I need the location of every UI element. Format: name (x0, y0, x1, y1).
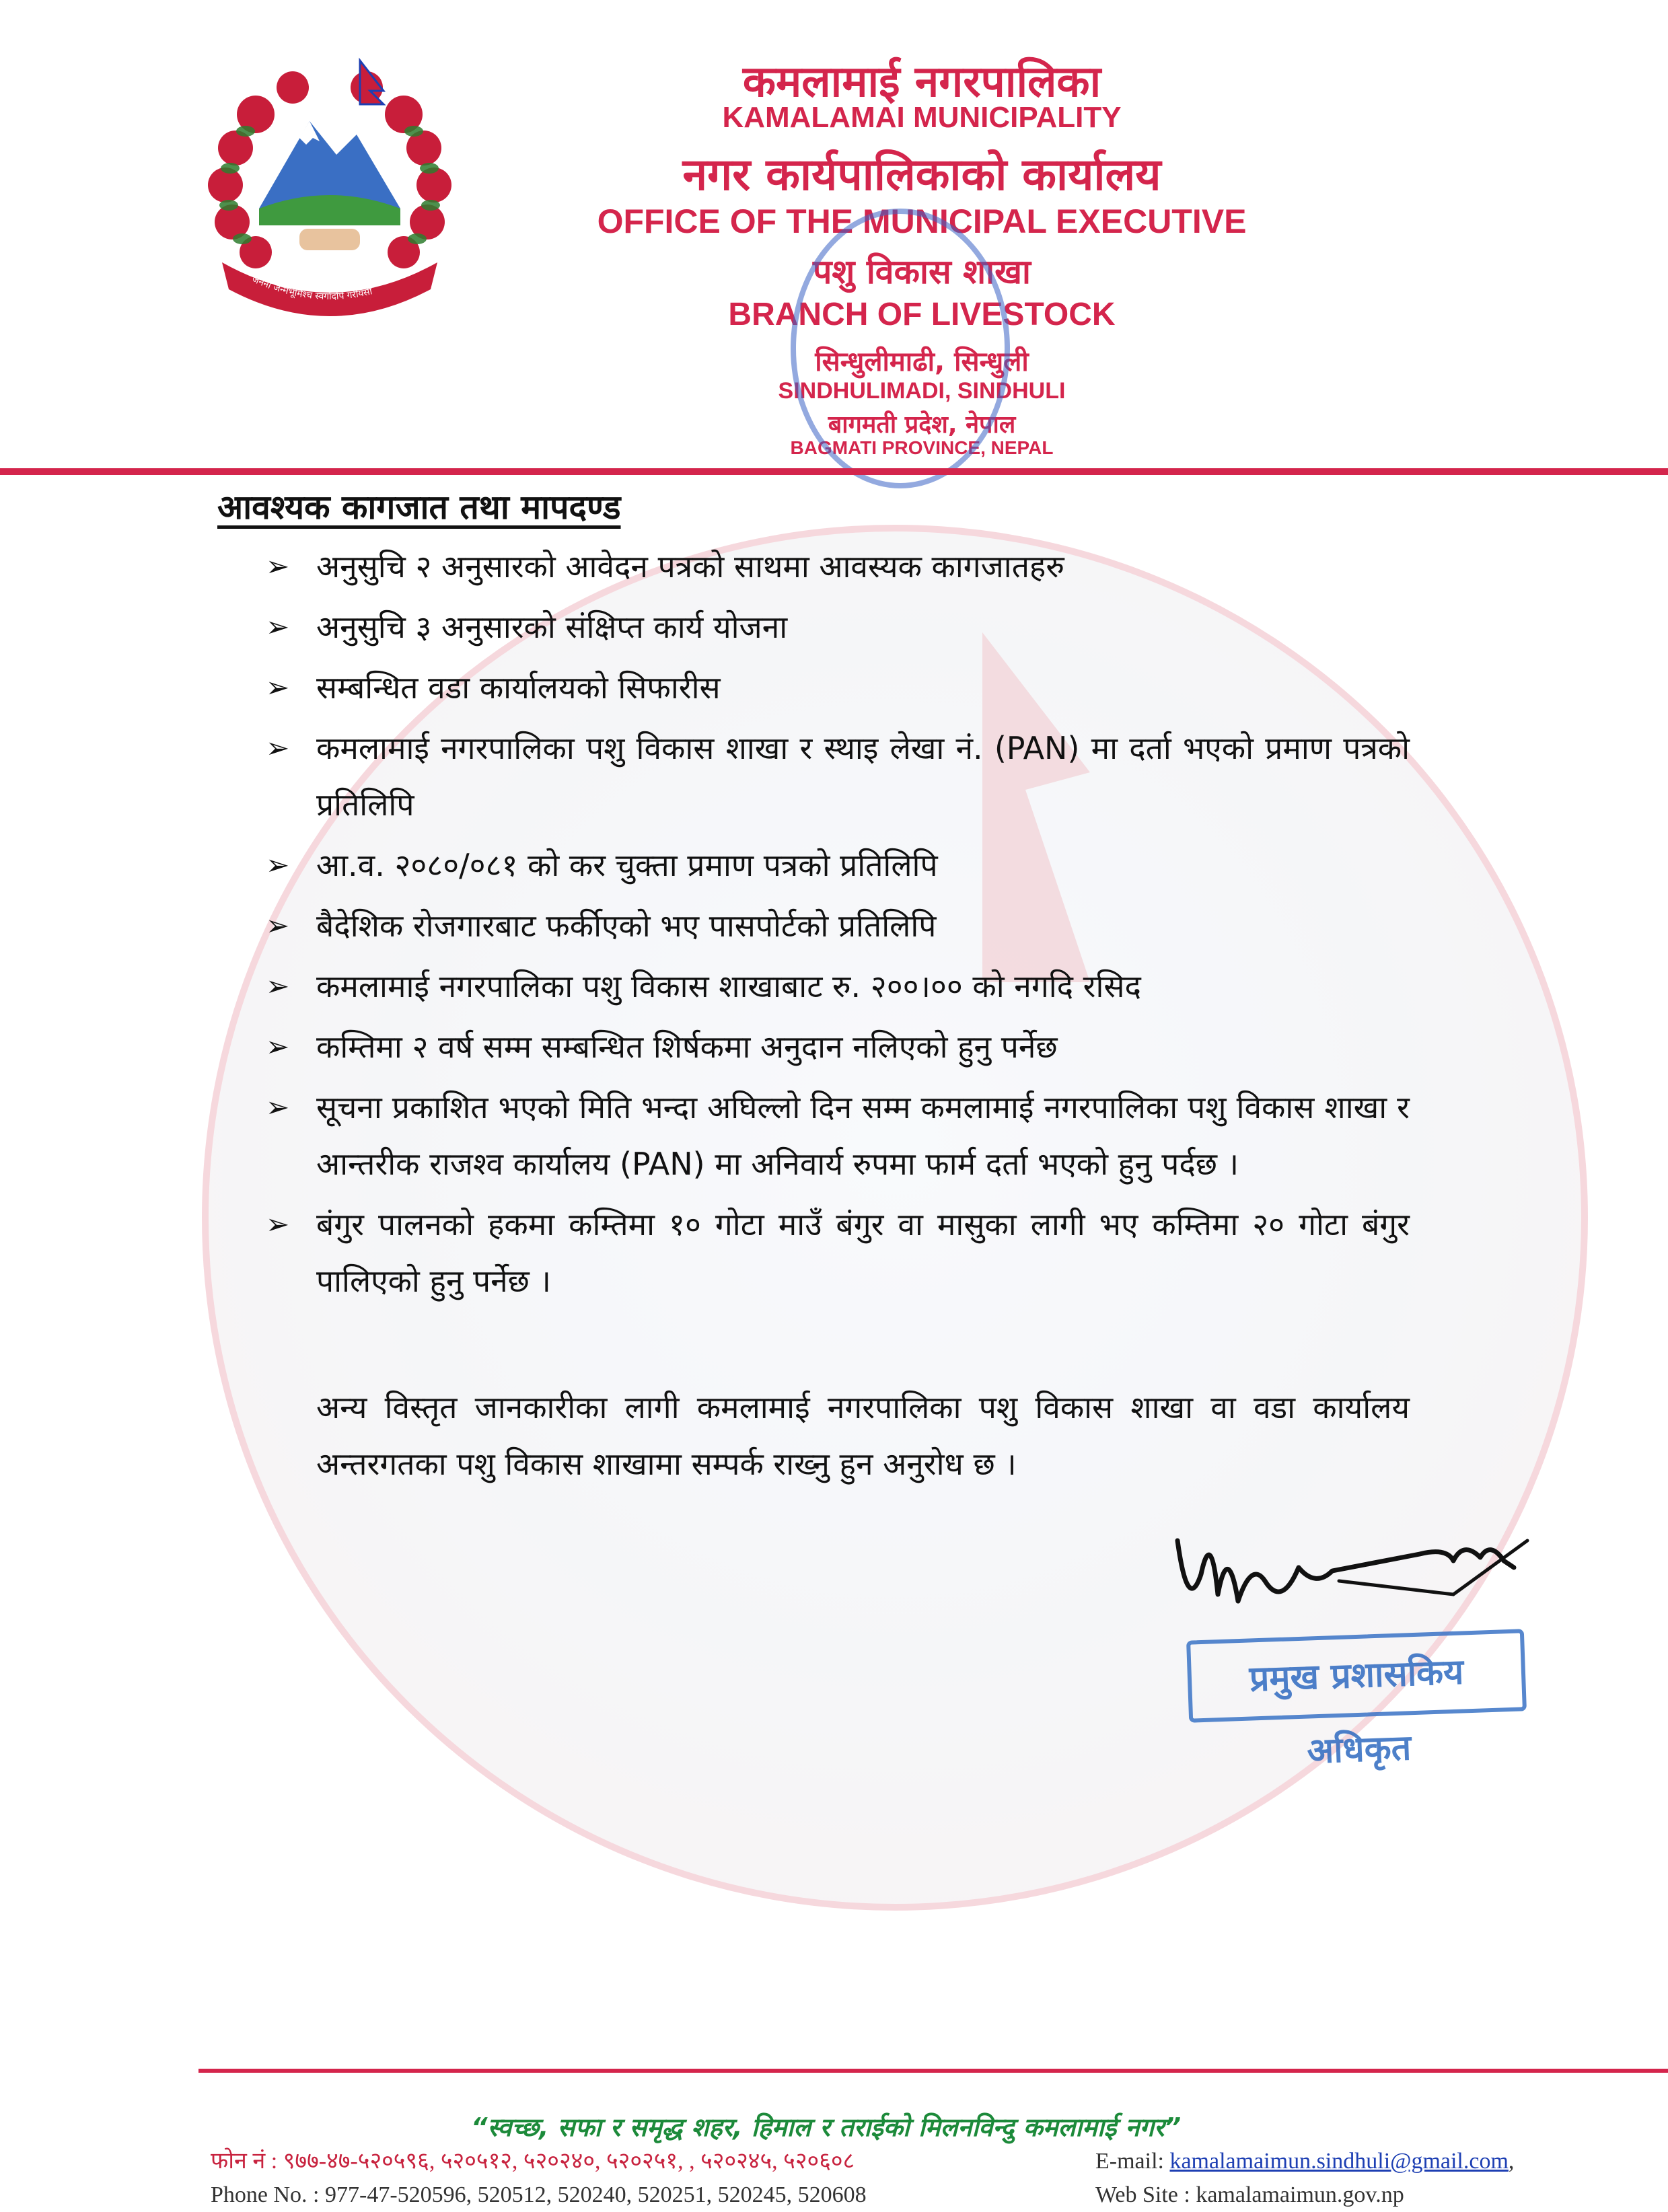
list-item-text: कमलामाई नगरपालिका पशु विकास शाखा र स्थाइ लेखा नं. (PAN) मा दर्ता भएको प्रमाण पत्रको प्रतिलिपि (316, 730, 1410, 823)
requirements-list (266, 538, 1410, 1313)
list-item (266, 538, 1410, 595)
list-item-text: सम्बन्धित वडा कार्यालयको सिफारीस (316, 669, 721, 706)
list-item (266, 1196, 1410, 1309)
arrowhead-bullet-icon: ➢ (266, 671, 290, 704)
phone-en (211, 2178, 867, 2212)
arrowhead-bullet-icon: ➢ (266, 1091, 290, 1123)
email-row: E-mail: kamalamaimun.sindhuli@gmail.com, (1095, 2149, 1515, 2174)
list-item (266, 720, 1410, 833)
province-np: बागमती प्रदेश, नेपाल (828, 411, 1016, 439)
list-item (266, 958, 1410, 1015)
list-item-text: कम्तिमा २ वर्ष सम्म सम्बन्धित शिर्षकमा अनुदान नलिएको हुनु पर्नेछ (316, 1029, 1058, 1065)
website-row (1095, 2178, 1514, 2212)
list-item-text: सूचना प्रकाशित भएको मिति भन्दा अघिल्लो दिन सम्म कमलामाई नगरपालिका पशु विकास शाखा र आन्तरीक राजश्व कार्यालय (PAN) मा अनिवार्य रुपमा फार्म दर्ता भएको हुनु पर्दछ । (316, 1089, 1410, 1182)
municipality-name-en: KAMALAMAI MUNICIPALITY (722, 101, 1122, 134)
list-item-text: अनुसुचि २ अनुसारको आवेदन पत्रको साथमा आवस्यक कागजातहरु (316, 548, 1064, 585)
footer-divider (198, 2069, 1668, 2073)
office-name-np: नगर कार्यपालिकाको कार्यालय (682, 149, 1161, 200)
svg-text:जननी जन्मभूमिश्च स्वर्गादपि गर: जननी जन्मभूमिश्च स्वर्गादपि गरीयसी (250, 273, 373, 303)
list-item (266, 897, 1410, 954)
footer-slogan: “स्वच्छ, सफा र समृद्ध शहर, हिमाल र तराईको मिलनविन्दु कमलामाई नगर” (471, 2112, 1182, 2142)
list-item-text: कमलामाई नगरपालिका पशु विकास शाखाबाट रु. २००।०० को नगदि रसिद (316, 968, 1141, 1004)
phone-numbers-en: 977-47-520596, 520512, 520240, 520251, 520245, 520608 (325, 2182, 867, 2207)
closing-paragraph: अन्य विस्तृत जानकारीका लागी कमलामाई नगरपालिका पशु विकास शाखा वा वडा कार्यालय अन्तरगतका पशु विकास शाखामा सम्पर्क राख्नु हुन अनुरोध छ । (316, 1389, 1410, 1482)
header-divider (0, 468, 1668, 475)
list-item-text: अनुसुचि ३ अनुसारको संक्षिप्त कार्य योजना (316, 609, 788, 645)
list-item-text: बैदेशिक रोजगारबाट फर्कीएको भए पासपोर्टको प्रतिलिपि (316, 908, 937, 944)
municipality-name-np: कमलामाई नगरपालिका (742, 57, 1101, 107)
phone-label-en: Phone No. : (211, 2182, 320, 2207)
arrowhead-bullet-icon: ➢ (266, 1208, 290, 1241)
list-item-text: आ.व. २०८०/०८१ को कर चुक्ता प्रमाण पत्रको प्रतिलिपि (316, 847, 938, 883)
website-link[interactable]: kamalamaimun.gov.np (1196, 2182, 1404, 2207)
list-item-text: बंगुर पालनको हकमा कम्तिमा १० गोटा माउँ बंगुर वा मासुका लागी भए कम्तिमा २० गोटा बंगुर पालिएको हुनु पर्नेछ । (316, 1206, 1410, 1299)
branch-name-np: पशु विकास शाखा (813, 252, 1031, 291)
location-np: सिन्धुलीमाढी, सिन्धुली (815, 346, 1029, 377)
province-en: BAGMATI PROVINCE, NEPAL (790, 437, 1054, 458)
branch-name-en: BRANCH OF LIVESTOCK (728, 297, 1116, 332)
arrowhead-bullet-icon: ➢ (266, 731, 290, 764)
email-label: E-mail: (1095, 2149, 1164, 2174)
location-en: SINDHULIMADI, SINDHULI (778, 378, 1066, 404)
arrowhead-bullet-icon: ➢ (266, 909, 290, 942)
page-title: आवश्यक कागजात तथा मापदण्ड (217, 488, 621, 527)
office-name-en: OFFICE OF THE MUNICIPAL EXECUTIVE (597, 202, 1247, 240)
arrowhead-bullet-icon: ➢ (266, 1030, 290, 1063)
phone-np (211, 2145, 867, 2178)
phone-label-np: फोन नं : (211, 2149, 278, 2174)
website-label: Web Site : (1095, 2182, 1190, 2207)
email-link[interactable]: kamalamaimun.sindhuli@gmail.com (1169, 2149, 1509, 2174)
list-item (266, 659, 1410, 716)
arrowhead-bullet-icon: ➢ (266, 969, 290, 1002)
arrowhead-bullet-icon: ➢ (266, 848, 290, 881)
phone-block (211, 2145, 867, 2212)
designation-stamp: प्रमुख प्रशासकिय अधिकृत (1186, 1629, 1527, 1722)
contact-block (1095, 2145, 1514, 2212)
phone-numbers-np: ९७७-४७-५२०५९६, ५२०५१२, ५२०२४०, ५२०२५१, , ५२०२४५, ५२०६०८ (283, 2149, 855, 2174)
arrowhead-bullet-icon: ➢ (266, 550, 290, 583)
list-item (266, 1019, 1410, 1075)
list-item (266, 599, 1410, 655)
arrowhead-bullet-icon: ➢ (266, 610, 290, 643)
list-item (266, 837, 1410, 893)
list-item (266, 1079, 1410, 1192)
signature-icon (1164, 1500, 1541, 1628)
branch-stamp (791, 209, 1010, 488)
